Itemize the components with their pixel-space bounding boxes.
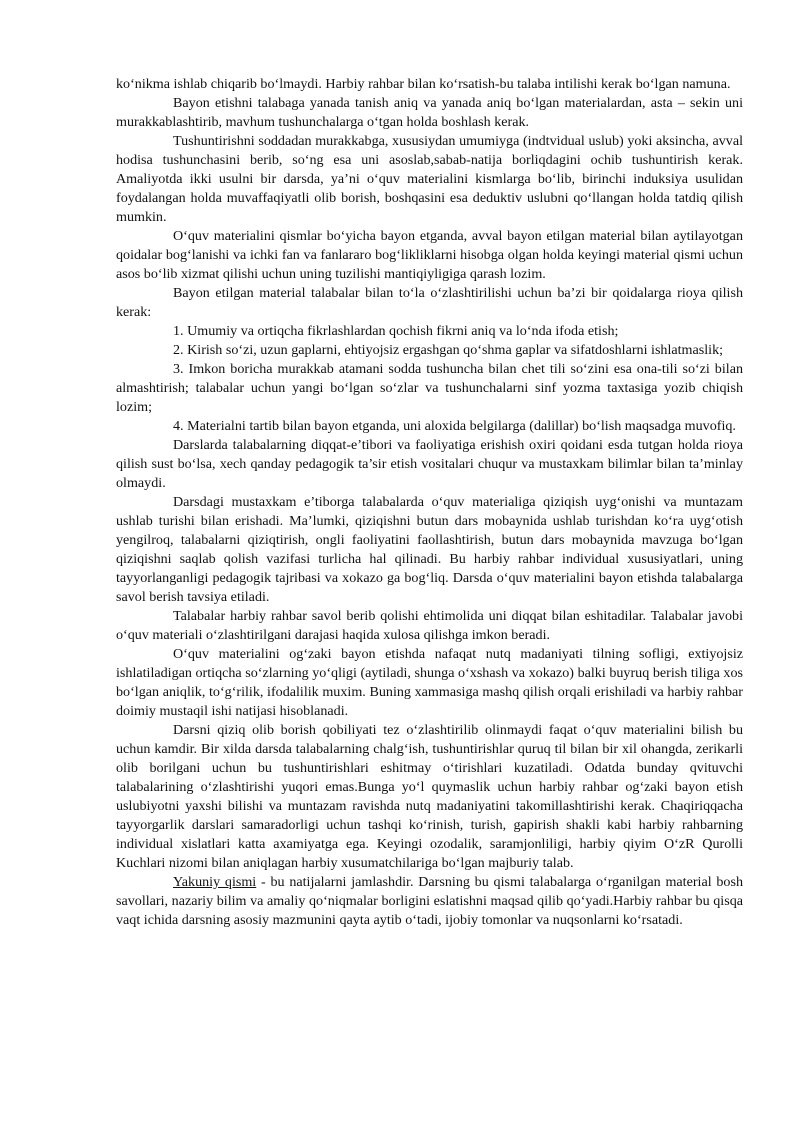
final-section-text: - bu natijalarni jamlashdir. Darsning bu qismi talabalarga o‘rganilgan material bosh savollari, nazariy bilim va amaliy qo‘niqmalar borligini eslatishni maqsad qilib qo‘yadi.Harbiy rahbar bu qisqa vaqt ichida darsning asosiy mazmunini qayta aytib o‘tadi, ijobiy tomonlar va nuqsonlarni ko‘rsatadi. [116,874,744,928]
final-section-paragraph [116,873,743,930]
list-item-2: 2. Kirish so‘zi, uzun gaplarni, ehtiyojsiz ergashgan qo‘shma gaplar va sifatdoshlarni ishlatmaslik; [173,342,724,358]
list-item-3: 3. Imkon boricha murakkab atamani sodda tushuncha bilan chet tili so‘zini esa ona-tili so‘zi bilan almashtirish; talabalar uchun yangi bo‘lgan so‘zlar va tushunchalarni sinf yozma taxtasiga yozib chiqish lozim; [116,361,743,415]
document-page [116,75,743,930]
list-item-1: 1. Umumiy va ortiqcha fikrlashlardan qochish fikrni aniq va lo‘nda ifoda etish; [173,323,619,339]
paragraph-4: O‘quv materialini qismlar bo‘yicha bayon etganda, avval bayon etilgan material bilan aytilayotgan qoidalar bog‘lanishi va ichki fan va fanlararo bog‘likliklarni hisobga olgan holda keyingi material qismi uchun asos bo‘lib xizmat qilishi uchun uning tuzilishi mantiqiyligiga qarash lozim. [116,228,743,282]
paragraph-7: Darsdagi mustaxkam e’tiborga talabalarda o‘quv materialiga qiziqish uyg‘onishi va muntazam ushlab turishi bilan erishadi. Ma’lumki, qiziqishni butun dars mobaynida ushlab turishdan ko‘ra uyg‘otish yengilroq, talabalarni qiziqtirish, ongli faoliyatini faollashtirish, butun dars mobaynida mavzuga bo‘lgan qiziqishni saqlab qolish vazifasi turlicha hal qilinadi. Bu harbiy rahbar individual xususiyatlari, uning tayyorlanganligi pedagogik tajribasi va xokazo ga bog‘liq. Darsda o‘quv materialini bayon etishda talabalarga savol berish tavsiya etiladi. [116,494,743,605]
paragraph-2: Bayon etishni talabaga yanada tanish aniq va yanada aniq bo‘lgan materialardan, asta – sekin uni murakkablashtirib, mavhum tushunchalarga o‘tgan holda boshlash kerak. [116,95,743,130]
paragraph-1: ko‘nikma ishlab chiqarib bo‘lmaydi. Harbiy rahbar bilan ko‘rsatish-bu talaba intilishi kerak bo‘lgan namuna. [116,76,731,92]
list-item-4: 4. Materialni tartib bilan bayon etganda, uni aloxida belgilarga (dalillar) bo‘lish maqsadga muvofiq. [173,418,736,434]
paragraph-10: Darsni qiziq olib borish qobiliyati tez o‘zlashtirilib olinmaydi faqat o‘quv materialini bilish bu uchun kamdir. Bir xilda darsda talabalarning chalg‘ish, tushuntirishlar quruq til bilan bir xil ohangda, zerikarli olib borilgani uchun bu tushuntirishlari eshitmay o‘tirishlari kuzatiladi. Odatda bunday qvituvchi talabalarining o‘zlashtirishi yuqori emas.Bunga yo‘l quymaslik uchun harbiy rahbar og‘zaki bayon etish uslubiyotni yaxshi bilishi va muntazam ravishda nutq madaniyatini takomillashtirishi kerak. Chaqiriqqacha tayyorgarlik darslari samaradorligi uchun tashqi ko‘rinish, turish, gapirish shakli kabi harbiy rahbarning individual xislatlari katta axamiyatga ega. Keyingi ozodalik, saramjonliligi, harbiy qiyim O‘zR Qurolli Kuchlari nizomi bilan aniqlagan harbiy xusumatchilariga bo‘lgan majburiy talab. [116,722,743,871]
paragraph-9: O‘quv materialini og‘zaki bayon etishda nafaqat nutq madaniyati tilning sofligi, extiyojsiz ishlatiladigan ortiqcha so‘zlarning yo‘qligi (aytiladi, shunga o‘xshash va xokazo) balki buyruq berish tiliga xos bo‘lgan aniqlik, to‘g‘rilik, ifodalilik muxim. Buning xammasiga mashq qilish orqali erishiladi va harbiy rahbar doimiy mustaqil ishi natijasi hisoblanadi. [116,646,743,719]
paragraph-5: Bayon etilgan material talabalar bilan to‘la o‘zlashtirilishi uchun ba’zi bir qoidalarga rioya qilish kerak: [116,285,743,320]
paragraph-8: Talabalar harbiy rahbar savol berib qolishi ehtimolida uni diqqat bilan eshitadilar. Talabalar javobi o‘quv materiali o‘zlashtirilgani darajasi haqida xulosa qilishga imkon beradi. [116,608,743,643]
paragraph-6: Darslarda talabalarning diqqat-e’tibori va faoliyatiga erishish oxiri qoidani esda tutgan holda rioya qilish sust bo‘lsa, xech qanday pedagogik ta’sir etish vositalari chuqur va mustaxkam bilimlar bilan ta’minlay olmaydi. [116,437,743,491]
final-section-heading: Yakuniy qismi [173,874,257,890]
paragraph-3: Tushuntirishni soddadan murakkabga, xususiydan umumiyga (indtvidual uslub) yoki aksincha, avval hodisa tushunchasini berib, so‘ng esa uni asoslab,sabab-natija borliqdagini ochib tushuntirish kerak. Amaliyotda ikki usulni bir darsda, ya’ni o‘quv materialini kismlarga bo‘lib, birinchi induksiya usulidan foydalangan holda muvaffaqiyatli olib borish, boshqasini esa deduktiv uslubni qo‘llangan holda tatdiq qilish mumkin. [116,133,743,225]
